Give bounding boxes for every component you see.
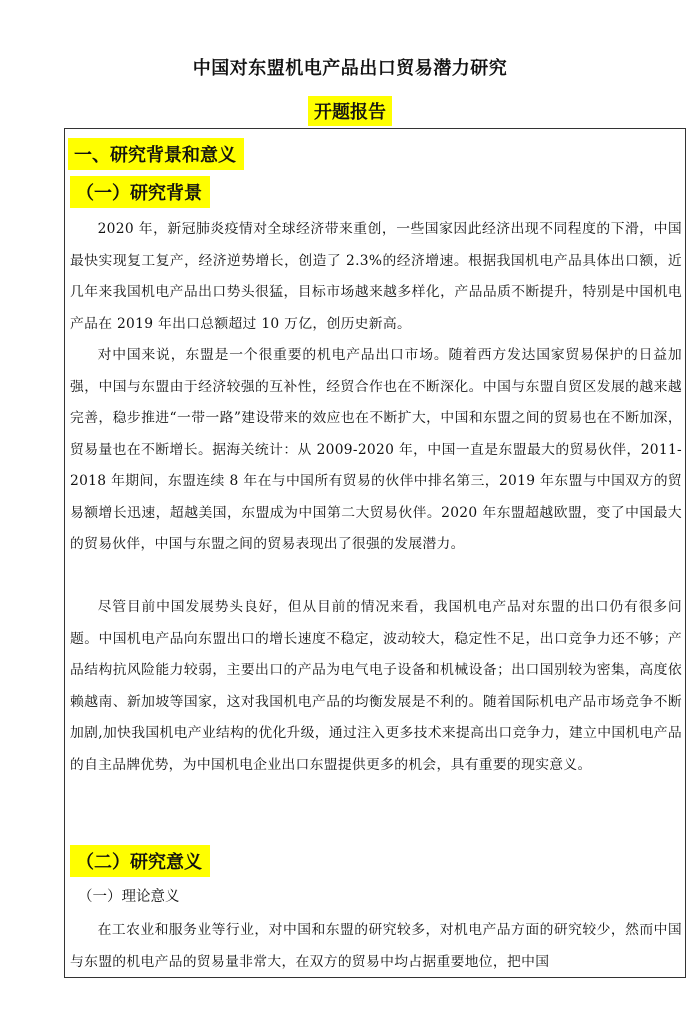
paragraph-background-1: 2020 年，新冠肺炎疫情对全球经济带来重创，一些国家因此经济出现不同程度的下滑，中国最快实现复工复产，经济逆势增长，创造了 2.3%的经济增速。根据我国机电产品具体出口额，近几年来我国机电产品出口势头很猛，目标市场越来越多样化，产品品质不断提升，特别是中国机电产品在 2019 年出口总额超过 10 万亿，创历史新高。	[70, 221, 682, 332]
subtitle-wrap	[0, 96, 700, 126]
subsection-heading-significance: （二）研究意义	[70, 845, 210, 877]
document-title: 中国对东盟机电产品出口贸易潜力研究	[192, 58, 508, 79]
document-subtitle: 开题报告	[308, 96, 392, 126]
section-heading-background: 一、研究背景和意义	[68, 138, 244, 170]
paragraph-theoretical: 在工农业和服务业等行业，对中国和东盟的研究较多，对机电产品方面的研究较少，然而中国与东盟的机电产品的贸易量非常大，在双方的贸易中均占据重要地位，把中国	[70, 922, 682, 970]
item-heading-theoretical: （一）理论意义	[78, 889, 180, 905]
subsection-heading-background: （一）研究背景	[70, 176, 210, 208]
paragraph-background-2: 对中国来说，东盟是一个很重要的机电产品出口市场。随着西方发达国家贸易保护的日益加强，中国与东盟由于经济较强的互补性，经贸合作也在不断深化。中国与东盟自贸区发展的越来越完善，稳步推进“一带一路”建设带来的效应也在不断扩大，中国和东盟之间的贸易也在不断加深，贸易量也在不断增长。据海关统计：从 2009-2020 年，中国一直是东盟最大的贸易伙伴，2011-2018 年期间，东盟连续 8 年在与中国所有贸易的伙伴中排名第三，2019 年东盟与中国双方的贸易额增长迅速，超越美国，东盟成为中国第二大贸易伙伴。2020 年东盟超越欧盟，变了中国最大的贸易伙伴，中国与东盟之间的贸易表现出了很强的发展潜力。	[70, 347, 682, 552]
paragraph-background-3: 尽管目前中国发展势头良好，但从目前的情况来看，我国机电产品对东盟的出口仍有很多问题。中国机电产品向东盟出口的增长速度不稳定，波动较大，稳定性不足，出口竞争力还不够；产品结构抗风险能力较弱，主要出口的产品为电气电子设备和机械设备；出口国别较为密集，高度依赖越南、新加坡等国家，这对我国机电产品的均衡发展是不利的。随着国际机电产品市场竞争不断加剧,加快我国机电产业结构的优化升级，通过注入更多技术来提高出口竞争力，建立中国机电产品的自主品牌优势，为中国机电企业出口东盟提供更多的机会，具有重要的现实意义。	[70, 599, 682, 773]
